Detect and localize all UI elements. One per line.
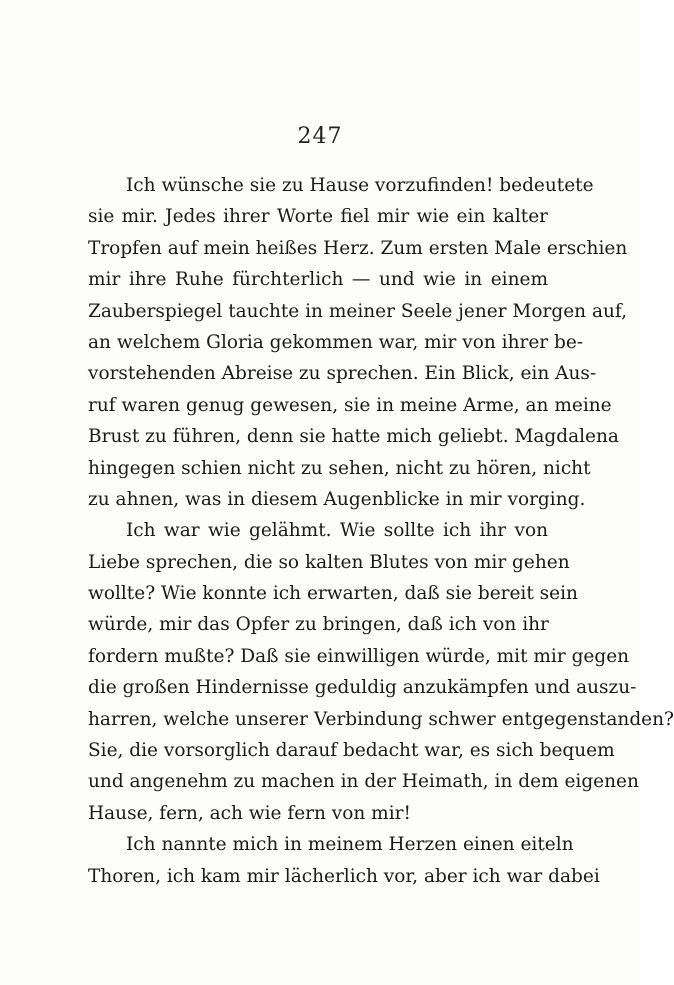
text-line: zu ahnen, was in diesem Augenblicke in mir vorging. bbox=[88, 488, 586, 510]
text-line: Liebe sprechen, die so kalten Blutes von mir gehen bbox=[88, 551, 570, 573]
text-line: wollte? Wie konnte ich erwarten, daß sie bereit sein bbox=[88, 583, 578, 605]
text-line: vorstehenden Abreise zu sprechen. Ein Blick, ein Aus- bbox=[88, 363, 597, 385]
text-line: ruf waren genug gewesen, sie in meine Arme, an meine bbox=[88, 394, 612, 416]
text-line: mir ihre Ruhe fürchterlich — und wie in einem bbox=[88, 269, 548, 291]
body-text bbox=[88, 170, 674, 892]
text-line: an welchem Gloria gekommen war, mir von ihrer be- bbox=[88, 331, 584, 353]
text-line: hingegen schien nicht zu sehen, nicht zu hören, nicht bbox=[88, 457, 591, 479]
text-line: Zauberspiegel tauchte in meiner Seele jener Morgen auf, bbox=[88, 300, 627, 322]
text-line: Sie, die vorsorglich darauf bedacht war, es sich bequem bbox=[88, 740, 615, 762]
text-line: und angenehm zu machen in der Heimath, in dem eigenen bbox=[88, 771, 639, 793]
text-line: Ich wünsche sie zu Hause vorzufinden! bedeutete bbox=[126, 175, 594, 196]
page-number: 247 bbox=[297, 124, 343, 149]
text-line: Tropfen auf mein heißes Herz. Zum ersten Male erschien bbox=[88, 237, 628, 259]
text-line: würde, mir das Opfer zu bringen, daß ich von ihr bbox=[88, 614, 549, 636]
text-line: die großen Hindernisse geduldig anzukämpfen und auszu- bbox=[88, 677, 637, 699]
text-line: Hause, fern, ach wie fern von mir! bbox=[88, 802, 411, 824]
text-line: Brust zu führen, denn sie hatte mich geliebt. Magdalena bbox=[88, 426, 619, 448]
text-line: Ich nannte mich in meinem Herzen einen eiteln bbox=[126, 834, 574, 856]
text-line: fordern mußte? Daß sie einwilligen würde, mit mir gegen bbox=[88, 645, 630, 667]
text-line: harren, welche unserer Verbindung schwer entgegenstanden? bbox=[88, 708, 674, 730]
text-line: Ich war wie gelähmt. Wie sollte ich ihr von bbox=[126, 520, 548, 542]
text-line: Thoren, ich kam mir lächerlich vor, aber ich war dabei bbox=[88, 865, 600, 887]
text-line: sie mir. Jedes ihrer Worte fiel mir wie ein kalter bbox=[88, 206, 548, 228]
